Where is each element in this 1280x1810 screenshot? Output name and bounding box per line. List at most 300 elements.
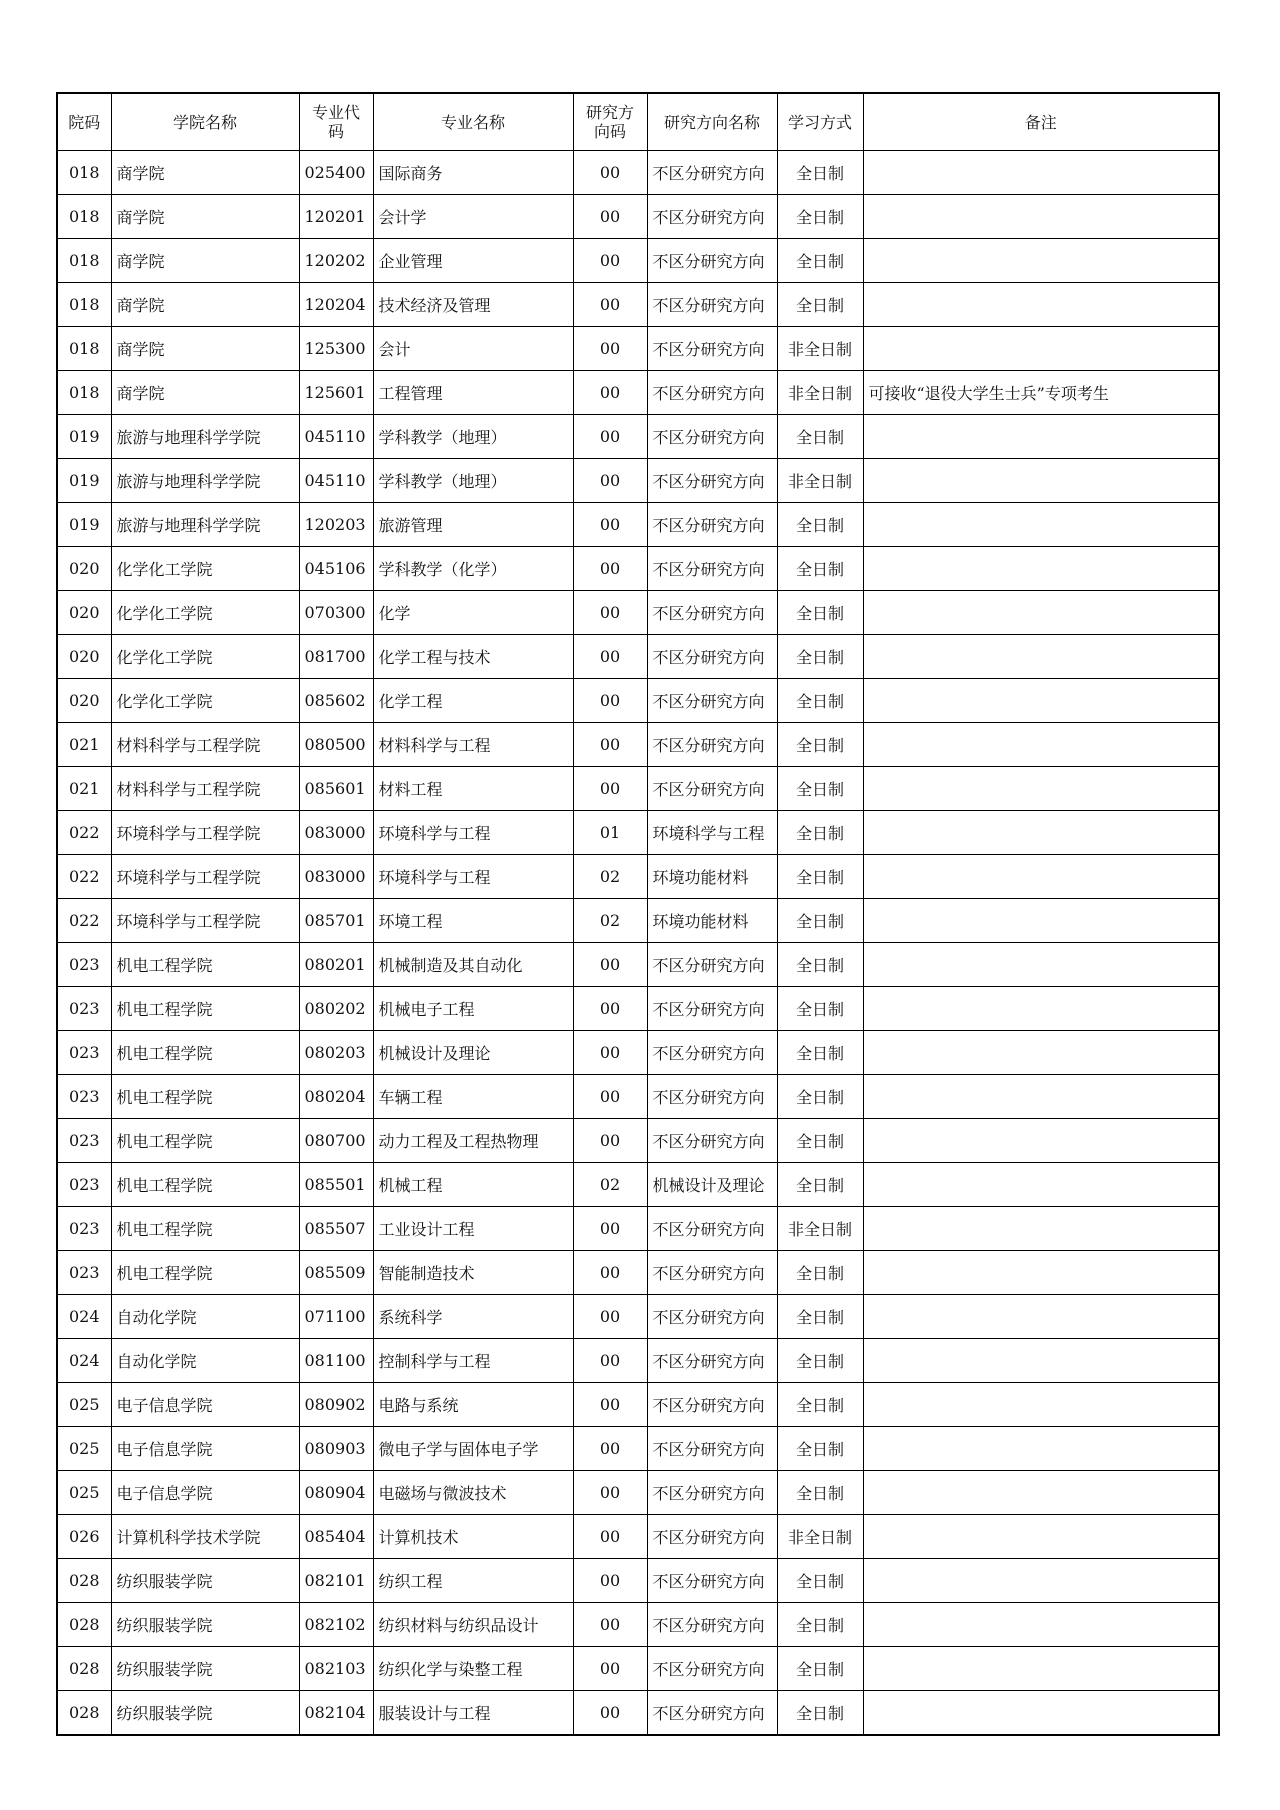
cell-college-name: 机电工程学院 bbox=[111, 1119, 299, 1163]
cell-remarks bbox=[863, 1119, 1219, 1163]
cell-major-code: 083000 bbox=[299, 855, 373, 899]
cell-college-name: 商学院 bbox=[111, 283, 299, 327]
cell-study-mode: 全日制 bbox=[777, 151, 863, 195]
cell-study-mode: 全日制 bbox=[777, 635, 863, 679]
table-row bbox=[57, 723, 1219, 767]
cell-direction-name: 不区分研究方向 bbox=[647, 1031, 777, 1075]
table-row bbox=[57, 415, 1219, 459]
table-row bbox=[57, 1075, 1219, 1119]
cell-college-code: 018 bbox=[57, 151, 111, 195]
cell-study-mode: 全日制 bbox=[777, 1603, 863, 1647]
cell-major-name: 电磁场与微波技术 bbox=[373, 1471, 573, 1515]
cell-direction-code: 00 bbox=[573, 591, 647, 635]
cell-major-code: 085602 bbox=[299, 679, 373, 723]
cell-study-mode: 全日制 bbox=[777, 679, 863, 723]
cell-college-name: 化学化工学院 bbox=[111, 679, 299, 723]
cell-direction-name: 不区分研究方向 bbox=[647, 459, 777, 503]
cell-major-name: 纺织材料与纺织品设计 bbox=[373, 1603, 573, 1647]
cell-direction-code: 00 bbox=[573, 1339, 647, 1383]
cell-study-mode: 非全日制 bbox=[777, 459, 863, 503]
table-header-row bbox=[57, 93, 1219, 151]
cell-direction-name: 不区分研究方向 bbox=[647, 283, 777, 327]
cell-college-name: 自动化学院 bbox=[111, 1295, 299, 1339]
table-row bbox=[57, 1471, 1219, 1515]
cell-direction-code: 00 bbox=[573, 1647, 647, 1691]
cell-college-name: 机电工程学院 bbox=[111, 1251, 299, 1295]
cell-college-name: 纺织服装学院 bbox=[111, 1603, 299, 1647]
cell-direction-name: 不区分研究方向 bbox=[647, 151, 777, 195]
cell-major-code: 080903 bbox=[299, 1427, 373, 1471]
cell-remarks bbox=[863, 547, 1219, 591]
cell-direction-name: 不区分研究方向 bbox=[647, 767, 777, 811]
cell-study-mode: 全日制 bbox=[777, 1163, 863, 1207]
table-row bbox=[57, 151, 1219, 195]
cell-remarks bbox=[863, 1559, 1219, 1603]
table-row bbox=[57, 1163, 1219, 1207]
cell-major-code: 085701 bbox=[299, 899, 373, 943]
cell-college-code: 018 bbox=[57, 239, 111, 283]
cell-college-name: 纺织服装学院 bbox=[111, 1647, 299, 1691]
cell-college-name: 材料科学与工程学院 bbox=[111, 723, 299, 767]
cell-remarks bbox=[863, 327, 1219, 371]
cell-remarks bbox=[863, 1075, 1219, 1119]
table-row bbox=[57, 1207, 1219, 1251]
cell-major-name: 技术经济及管理 bbox=[373, 283, 573, 327]
cell-college-name: 环境科学与工程学院 bbox=[111, 811, 299, 855]
cell-college-name: 电子信息学院 bbox=[111, 1383, 299, 1427]
cell-study-mode: 全日制 bbox=[777, 855, 863, 899]
cell-direction-name: 不区分研究方向 bbox=[647, 239, 777, 283]
cell-direction-code: 00 bbox=[573, 415, 647, 459]
cell-study-mode: 全日制 bbox=[777, 1075, 863, 1119]
cell-remarks bbox=[863, 1427, 1219, 1471]
cell-major-code: 082102 bbox=[299, 1603, 373, 1647]
cell-remarks bbox=[863, 283, 1219, 327]
cell-college-name: 旅游与地理科学学院 bbox=[111, 415, 299, 459]
cell-major-code: 085507 bbox=[299, 1207, 373, 1251]
cell-direction-code: 00 bbox=[573, 943, 647, 987]
header-major-name: 专业名称 bbox=[373, 93, 573, 151]
cell-major-name: 车辆工程 bbox=[373, 1075, 573, 1119]
cell-direction-code: 00 bbox=[573, 1515, 647, 1559]
cell-remarks bbox=[863, 1603, 1219, 1647]
cell-major-code: 085501 bbox=[299, 1163, 373, 1207]
cell-direction-code: 00 bbox=[573, 1119, 647, 1163]
cell-major-code: 045110 bbox=[299, 459, 373, 503]
table-row bbox=[57, 195, 1219, 239]
cell-college-name: 机电工程学院 bbox=[111, 1163, 299, 1207]
cell-direction-name: 不区分研究方向 bbox=[647, 415, 777, 459]
table-row bbox=[57, 1691, 1219, 1736]
cell-direction-code: 02 bbox=[573, 899, 647, 943]
cell-direction-code: 00 bbox=[573, 1251, 647, 1295]
table-row bbox=[57, 899, 1219, 943]
cell-remarks bbox=[863, 1691, 1219, 1736]
cell-direction-code: 00 bbox=[573, 327, 647, 371]
cell-major-name: 学科教学（地理） bbox=[373, 459, 573, 503]
cell-major-name: 环境工程 bbox=[373, 899, 573, 943]
cell-study-mode: 全日制 bbox=[777, 767, 863, 811]
cell-direction-code: 00 bbox=[573, 679, 647, 723]
cell-college-code: 020 bbox=[57, 547, 111, 591]
cell-direction-name: 不区分研究方向 bbox=[647, 1119, 777, 1163]
cell-remarks bbox=[863, 195, 1219, 239]
cell-remarks bbox=[863, 503, 1219, 547]
cell-major-code: 071100 bbox=[299, 1295, 373, 1339]
cell-study-mode: 全日制 bbox=[777, 1471, 863, 1515]
cell-remarks bbox=[863, 679, 1219, 723]
cell-college-name: 商学院 bbox=[111, 371, 299, 415]
cell-major-code: 070300 bbox=[299, 591, 373, 635]
cell-study-mode: 全日制 bbox=[777, 811, 863, 855]
cell-remarks bbox=[863, 723, 1219, 767]
cell-major-name: 企业管理 bbox=[373, 239, 573, 283]
table-row bbox=[57, 1647, 1219, 1691]
cell-college-code: 023 bbox=[57, 1075, 111, 1119]
cell-college-code: 018 bbox=[57, 371, 111, 415]
cell-direction-name: 环境功能材料 bbox=[647, 899, 777, 943]
cell-college-code: 019 bbox=[57, 459, 111, 503]
table-row bbox=[57, 767, 1219, 811]
cell-college-code: 019 bbox=[57, 503, 111, 547]
table-row bbox=[57, 1559, 1219, 1603]
cell-direction-name: 不区分研究方向 bbox=[647, 1471, 777, 1515]
cell-remarks bbox=[863, 1339, 1219, 1383]
cell-remarks bbox=[863, 591, 1219, 635]
cell-major-code: 120203 bbox=[299, 503, 373, 547]
table-row bbox=[57, 547, 1219, 591]
cell-college-name: 计算机科学技术学院 bbox=[111, 1515, 299, 1559]
cell-major-name: 会计学 bbox=[373, 195, 573, 239]
cell-remarks bbox=[863, 151, 1219, 195]
cell-study-mode: 全日制 bbox=[777, 1383, 863, 1427]
cell-college-code: 025 bbox=[57, 1427, 111, 1471]
cell-direction-code: 00 bbox=[573, 1427, 647, 1471]
cell-direction-code: 00 bbox=[573, 239, 647, 283]
cell-college-code: 028 bbox=[57, 1603, 111, 1647]
cell-direction-name: 不区分研究方向 bbox=[647, 1603, 777, 1647]
header-college-name: 学院名称 bbox=[111, 93, 299, 151]
table-row bbox=[57, 635, 1219, 679]
cell-college-code: 023 bbox=[57, 1163, 111, 1207]
table-row bbox=[57, 1251, 1219, 1295]
cell-study-mode: 全日制 bbox=[777, 1119, 863, 1163]
cell-college-code: 018 bbox=[57, 327, 111, 371]
cell-college-code: 024 bbox=[57, 1339, 111, 1383]
cell-major-name: 环境科学与工程 bbox=[373, 855, 573, 899]
cell-direction-code: 01 bbox=[573, 811, 647, 855]
cell-college-code: 021 bbox=[57, 723, 111, 767]
cell-direction-name: 不区分研究方向 bbox=[647, 723, 777, 767]
cell-major-name: 动力工程及工程热物理 bbox=[373, 1119, 573, 1163]
cell-remarks bbox=[863, 943, 1219, 987]
cell-college-name: 商学院 bbox=[111, 239, 299, 283]
cell-direction-code: 00 bbox=[573, 1559, 647, 1603]
cell-college-code: 023 bbox=[57, 1207, 111, 1251]
cell-direction-code: 00 bbox=[573, 195, 647, 239]
cell-major-code: 081700 bbox=[299, 635, 373, 679]
cell-direction-name: 不区分研究方向 bbox=[647, 1691, 777, 1736]
table-row bbox=[57, 1339, 1219, 1383]
cell-college-code: 018 bbox=[57, 195, 111, 239]
cell-major-code: 080204 bbox=[299, 1075, 373, 1119]
table-row bbox=[57, 1515, 1219, 1559]
program-table bbox=[56, 92, 1220, 1736]
cell-direction-name: 不区分研究方向 bbox=[647, 1339, 777, 1383]
cell-college-code: 025 bbox=[57, 1383, 111, 1427]
cell-major-name: 工业设计工程 bbox=[373, 1207, 573, 1251]
cell-college-name: 纺织服装学院 bbox=[111, 1559, 299, 1603]
cell-college-name: 旅游与地理科学学院 bbox=[111, 459, 299, 503]
cell-college-name: 电子信息学院 bbox=[111, 1427, 299, 1471]
cell-major-name: 纺织化学与染整工程 bbox=[373, 1647, 573, 1691]
table-row bbox=[57, 1427, 1219, 1471]
cell-major-name: 微电子学与固体电子学 bbox=[373, 1427, 573, 1471]
cell-direction-code: 00 bbox=[573, 371, 647, 415]
cell-direction-name: 不区分研究方向 bbox=[647, 1647, 777, 1691]
cell-college-code: 020 bbox=[57, 635, 111, 679]
cell-college-name: 机电工程学院 bbox=[111, 943, 299, 987]
cell-college-name: 电子信息学院 bbox=[111, 1471, 299, 1515]
cell-major-code: 080904 bbox=[299, 1471, 373, 1515]
cell-direction-code: 00 bbox=[573, 1295, 647, 1339]
cell-college-code: 023 bbox=[57, 987, 111, 1031]
cell-direction-name: 环境科学与工程 bbox=[647, 811, 777, 855]
cell-major-name: 材料工程 bbox=[373, 767, 573, 811]
cell-college-code: 023 bbox=[57, 943, 111, 987]
cell-study-mode: 全日制 bbox=[777, 195, 863, 239]
cell-major-code: 085601 bbox=[299, 767, 373, 811]
cell-direction-code: 00 bbox=[573, 1207, 647, 1251]
cell-major-name: 纺织工程 bbox=[373, 1559, 573, 1603]
cell-remarks bbox=[863, 239, 1219, 283]
cell-major-code: 125300 bbox=[299, 327, 373, 371]
cell-direction-name: 不区分研究方向 bbox=[647, 1295, 777, 1339]
cell-study-mode: 全日制 bbox=[777, 899, 863, 943]
cell-direction-name: 不区分研究方向 bbox=[647, 1559, 777, 1603]
cell-college-code: 028 bbox=[57, 1559, 111, 1603]
cell-major-name: 国际商务 bbox=[373, 151, 573, 195]
table-row bbox=[57, 1031, 1219, 1075]
table-row bbox=[57, 943, 1219, 987]
cell-remarks bbox=[863, 987, 1219, 1031]
table-row bbox=[57, 1295, 1219, 1339]
cell-college-name: 材料科学与工程学院 bbox=[111, 767, 299, 811]
cell-direction-name: 不区分研究方向 bbox=[647, 1515, 777, 1559]
cell-major-name: 学科教学（地理） bbox=[373, 415, 573, 459]
cell-study-mode: 全日制 bbox=[777, 415, 863, 459]
cell-major-code: 082104 bbox=[299, 1691, 373, 1736]
cell-direction-code: 00 bbox=[573, 1471, 647, 1515]
cell-major-name: 化学 bbox=[373, 591, 573, 635]
cell-major-code: 080902 bbox=[299, 1383, 373, 1427]
cell-college-code: 022 bbox=[57, 855, 111, 899]
cell-direction-code: 00 bbox=[573, 1075, 647, 1119]
cell-direction-name: 不区分研究方向 bbox=[647, 1427, 777, 1471]
cell-major-code: 045106 bbox=[299, 547, 373, 591]
cell-direction-name: 不区分研究方向 bbox=[647, 1251, 777, 1295]
cell-college-name: 化学化工学院 bbox=[111, 591, 299, 635]
cell-major-code: 045110 bbox=[299, 415, 373, 459]
cell-remarks bbox=[863, 1471, 1219, 1515]
cell-remarks: 可接收“退役大学生士兵”专项考生 bbox=[863, 371, 1219, 415]
cell-study-mode: 全日制 bbox=[777, 591, 863, 635]
table-row bbox=[57, 591, 1219, 635]
cell-study-mode: 全日制 bbox=[777, 1427, 863, 1471]
cell-direction-code: 00 bbox=[573, 503, 647, 547]
cell-college-name: 商学院 bbox=[111, 327, 299, 371]
cell-remarks bbox=[863, 1163, 1219, 1207]
cell-remarks bbox=[863, 1515, 1219, 1559]
header-study-mode: 学习方式 bbox=[777, 93, 863, 151]
cell-study-mode: 全日制 bbox=[777, 1559, 863, 1603]
cell-direction-name: 不区分研究方向 bbox=[647, 371, 777, 415]
cell-major-name: 工程管理 bbox=[373, 371, 573, 415]
cell-major-name: 会计 bbox=[373, 327, 573, 371]
cell-college-code: 026 bbox=[57, 1515, 111, 1559]
cell-study-mode: 全日制 bbox=[777, 987, 863, 1031]
cell-direction-code: 00 bbox=[573, 767, 647, 811]
cell-direction-code: 00 bbox=[573, 151, 647, 195]
cell-major-name: 环境科学与工程 bbox=[373, 811, 573, 855]
table-row bbox=[57, 283, 1219, 327]
table-row bbox=[57, 503, 1219, 547]
cell-direction-name: 不区分研究方向 bbox=[647, 943, 777, 987]
cell-major-name: 旅游管理 bbox=[373, 503, 573, 547]
cell-study-mode: 非全日制 bbox=[777, 1207, 863, 1251]
header-college-code: 院码 bbox=[57, 93, 111, 151]
table-row bbox=[57, 371, 1219, 415]
cell-study-mode: 全日制 bbox=[777, 503, 863, 547]
cell-college-code: 023 bbox=[57, 1251, 111, 1295]
cell-study-mode: 全日制 bbox=[777, 1251, 863, 1295]
table-row bbox=[57, 855, 1219, 899]
cell-college-name: 机电工程学院 bbox=[111, 1031, 299, 1075]
cell-direction-name: 不区分研究方向 bbox=[647, 635, 777, 679]
cell-college-code: 019 bbox=[57, 415, 111, 459]
cell-major-name: 化学工程 bbox=[373, 679, 573, 723]
cell-direction-name: 不区分研究方向 bbox=[647, 1383, 777, 1427]
cell-major-name: 控制科学与工程 bbox=[373, 1339, 573, 1383]
cell-direction-name: 不区分研究方向 bbox=[647, 503, 777, 547]
table-row bbox=[57, 327, 1219, 371]
cell-major-name: 机械电子工程 bbox=[373, 987, 573, 1031]
cell-study-mode: 全日制 bbox=[777, 547, 863, 591]
cell-direction-code: 00 bbox=[573, 1691, 647, 1736]
cell-remarks bbox=[863, 767, 1219, 811]
cell-major-name: 计算机技术 bbox=[373, 1515, 573, 1559]
cell-direction-name: 不区分研究方向 bbox=[647, 547, 777, 591]
cell-college-name: 化学化工学院 bbox=[111, 547, 299, 591]
cell-major-code: 081100 bbox=[299, 1339, 373, 1383]
cell-remarks bbox=[863, 1295, 1219, 1339]
cell-remarks bbox=[863, 1031, 1219, 1075]
cell-direction-name: 不区分研究方向 bbox=[647, 195, 777, 239]
cell-remarks bbox=[863, 1647, 1219, 1691]
cell-remarks bbox=[863, 1207, 1219, 1251]
cell-direction-code: 00 bbox=[573, 1603, 647, 1647]
cell-college-name: 纺织服装学院 bbox=[111, 1691, 299, 1736]
cell-major-name: 智能制造技术 bbox=[373, 1251, 573, 1295]
cell-direction-name: 不区分研究方向 bbox=[647, 679, 777, 723]
cell-college-code: 028 bbox=[57, 1691, 111, 1736]
cell-study-mode: 全日制 bbox=[777, 1295, 863, 1339]
header-remarks: 备注 bbox=[863, 93, 1219, 151]
cell-direction-code: 00 bbox=[573, 283, 647, 327]
cell-major-code: 080202 bbox=[299, 987, 373, 1031]
table-row bbox=[57, 239, 1219, 283]
cell-college-code: 021 bbox=[57, 767, 111, 811]
cell-college-code: 020 bbox=[57, 679, 111, 723]
cell-study-mode: 全日制 bbox=[777, 1691, 863, 1736]
cell-major-code: 085404 bbox=[299, 1515, 373, 1559]
cell-direction-name: 机械设计及理论 bbox=[647, 1163, 777, 1207]
cell-remarks bbox=[863, 635, 1219, 679]
cell-college-code: 028 bbox=[57, 1647, 111, 1691]
cell-major-name: 机械设计及理论 bbox=[373, 1031, 573, 1075]
cell-direction-name: 环境功能材料 bbox=[647, 855, 777, 899]
cell-direction-name: 不区分研究方向 bbox=[647, 1075, 777, 1119]
cell-direction-name: 不区分研究方向 bbox=[647, 591, 777, 635]
cell-major-code: 080700 bbox=[299, 1119, 373, 1163]
cell-direction-code: 02 bbox=[573, 855, 647, 899]
cell-major-code: 025400 bbox=[299, 151, 373, 195]
cell-remarks bbox=[863, 1251, 1219, 1295]
cell-major-name: 服装设计与工程 bbox=[373, 1691, 573, 1736]
cell-major-code: 082101 bbox=[299, 1559, 373, 1603]
cell-direction-code: 00 bbox=[573, 1031, 647, 1075]
cell-college-code: 024 bbox=[57, 1295, 111, 1339]
cell-major-name: 机械制造及其自动化 bbox=[373, 943, 573, 987]
cell-remarks bbox=[863, 459, 1219, 503]
cell-direction-name: 不区分研究方向 bbox=[647, 987, 777, 1031]
cell-major-code: 085509 bbox=[299, 1251, 373, 1295]
cell-remarks bbox=[863, 855, 1219, 899]
cell-major-name: 机械工程 bbox=[373, 1163, 573, 1207]
cell-direction-code: 00 bbox=[573, 459, 647, 503]
cell-major-code: 083000 bbox=[299, 811, 373, 855]
cell-college-name: 旅游与地理科学学院 bbox=[111, 503, 299, 547]
cell-college-name: 商学院 bbox=[111, 195, 299, 239]
cell-major-code: 125601 bbox=[299, 371, 373, 415]
cell-study-mode: 全日制 bbox=[777, 723, 863, 767]
table-row bbox=[57, 459, 1219, 503]
table-row bbox=[57, 679, 1219, 723]
cell-major-code: 120204 bbox=[299, 283, 373, 327]
cell-major-code: 082103 bbox=[299, 1647, 373, 1691]
cell-remarks bbox=[863, 899, 1219, 943]
cell-major-name: 系统科学 bbox=[373, 1295, 573, 1339]
cell-remarks bbox=[863, 1383, 1219, 1427]
cell-direction-code: 02 bbox=[573, 1163, 647, 1207]
cell-direction-code: 00 bbox=[573, 1383, 647, 1427]
cell-direction-code: 00 bbox=[573, 635, 647, 679]
cell-college-name: 环境科学与工程学院 bbox=[111, 855, 299, 899]
table-row bbox=[57, 1603, 1219, 1647]
cell-college-name: 化学化工学院 bbox=[111, 635, 299, 679]
cell-major-name: 电路与系统 bbox=[373, 1383, 573, 1427]
cell-study-mode: 全日制 bbox=[777, 1647, 863, 1691]
cell-college-code: 020 bbox=[57, 591, 111, 635]
cell-college-code: 023 bbox=[57, 1119, 111, 1163]
cell-direction-name: 不区分研究方向 bbox=[647, 1207, 777, 1251]
cell-college-name: 商学院 bbox=[111, 151, 299, 195]
cell-direction-name: 不区分研究方向 bbox=[647, 327, 777, 371]
header-direction-name: 研究方向名称 bbox=[647, 93, 777, 151]
cell-study-mode: 非全日制 bbox=[777, 371, 863, 415]
cell-college-code: 022 bbox=[57, 899, 111, 943]
cell-college-name: 机电工程学院 bbox=[111, 1207, 299, 1251]
